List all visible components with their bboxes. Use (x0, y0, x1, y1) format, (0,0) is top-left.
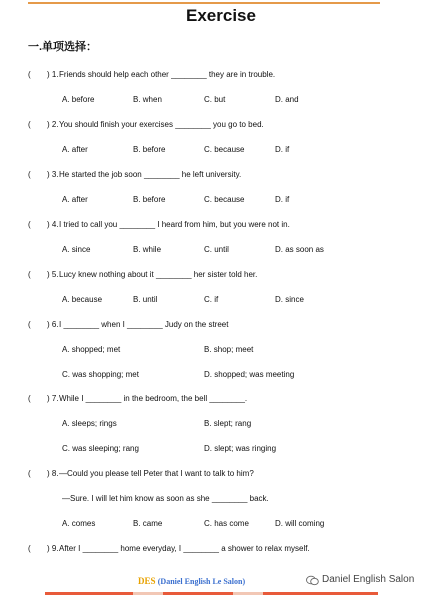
question-stem: While I ________ in the bedroom, the bell ________. (59, 394, 248, 403)
option-c: C. until (204, 245, 229, 254)
question-stem: Lucy knew nothing about it ________ her sister told her. (59, 270, 258, 279)
option-a: A. because (62, 295, 103, 304)
footer-stripe (163, 592, 233, 595)
option-b: B. before (133, 195, 166, 204)
question-number: ) 2. (47, 120, 59, 129)
question-number: ) 5. (47, 270, 59, 279)
page-title: Exercise (186, 6, 256, 25)
option-d: D. if (275, 195, 290, 204)
question-number: ) 6. (47, 320, 59, 329)
question-stem: —Could you please tell Peter that I want to talk to him? (59, 469, 254, 478)
option-a: A. comes (62, 519, 96, 528)
footer-stripe (133, 592, 163, 595)
brand-logo (138, 576, 245, 586)
question-number: ) 1. (47, 70, 59, 79)
option-b: B. while (133, 245, 162, 254)
option-c: C. was shopping; met (62, 370, 139, 379)
top-rule (28, 2, 380, 4)
option-a: A. after (62, 145, 88, 154)
option-a: A. after (62, 195, 88, 204)
option-d: D. will coming (275, 519, 325, 528)
question-number: ) 9. (47, 544, 59, 553)
answer-paren: ( (28, 170, 31, 179)
answer-paren: ( (28, 270, 31, 279)
footer-stripe (45, 592, 133, 595)
option-d: D. as soon as (275, 245, 324, 254)
option-c: C. because (204, 195, 245, 204)
answer-paren: ( (28, 120, 31, 129)
option-d: D. slept; was ringing (204, 444, 277, 453)
answer-paren: ( (28, 70, 31, 79)
option-a: A. before (62, 95, 95, 104)
answer-paren: ( (28, 469, 31, 478)
question-stem: After I ________ home everyday, I ________ a shower to relax myself. (59, 544, 310, 553)
option-c: C. if (204, 295, 219, 304)
option-a: A. since (62, 245, 91, 254)
wechat-icon (306, 575, 319, 586)
option-a: A. shopped; met (62, 345, 121, 354)
question-stem-reply: —Sure. I will let him know as soon as she ________ back. (62, 494, 269, 503)
option-b: B. shop; meet (204, 345, 254, 354)
question-stem: Friends should help each other ________ they are in trouble. (59, 70, 276, 79)
brand-subtitle: (Daniel English Le Salon) (157, 577, 246, 586)
option-d: D. if (275, 145, 290, 154)
option-b: B. until (133, 295, 158, 304)
question-number: ) 4. (47, 220, 59, 229)
option-a: A. sleeps; rings (62, 419, 117, 428)
option-d: D. shopped; was meeting (204, 370, 295, 379)
footer (0, 572, 442, 600)
option-d: D. and (275, 95, 299, 104)
option-c: C. has come (204, 519, 249, 528)
question-number: ) 8. (47, 469, 59, 478)
question-stem: He started the job soon ________ he left university. (59, 170, 242, 179)
option-b: B. came (133, 519, 163, 528)
watermark: Daniel English Salon (322, 574, 415, 585)
option-c: C. because (204, 145, 245, 154)
question-stem: You should finish your exercises ________ you go to bed. (59, 120, 264, 129)
footer-stripe (233, 592, 263, 595)
option-d: D. since (275, 295, 304, 304)
answer-paren: ( (28, 320, 31, 329)
option-b: B. when (133, 95, 162, 104)
brand-name: DES (138, 576, 156, 586)
section-heading: 一.单项选择： (28, 41, 98, 53)
option-c: C. was sleeping; rang (62, 444, 139, 453)
question-number: ) 3. (47, 170, 59, 179)
answer-paren: ( (28, 394, 31, 403)
option-b: B. slept; rang (204, 419, 252, 428)
question-stem: I ________ when I ________ Judy on the street (59, 320, 229, 329)
option-b: B. before (133, 145, 166, 154)
answer-paren: ( (28, 544, 31, 553)
answer-paren: ( (28, 220, 31, 229)
option-c: C. but (204, 95, 226, 104)
footer-stripe (263, 592, 378, 595)
question-stem: I tried to call you ________ I heard from him, but you were not in. (59, 220, 290, 229)
question-number: ) 7. (47, 394, 59, 403)
